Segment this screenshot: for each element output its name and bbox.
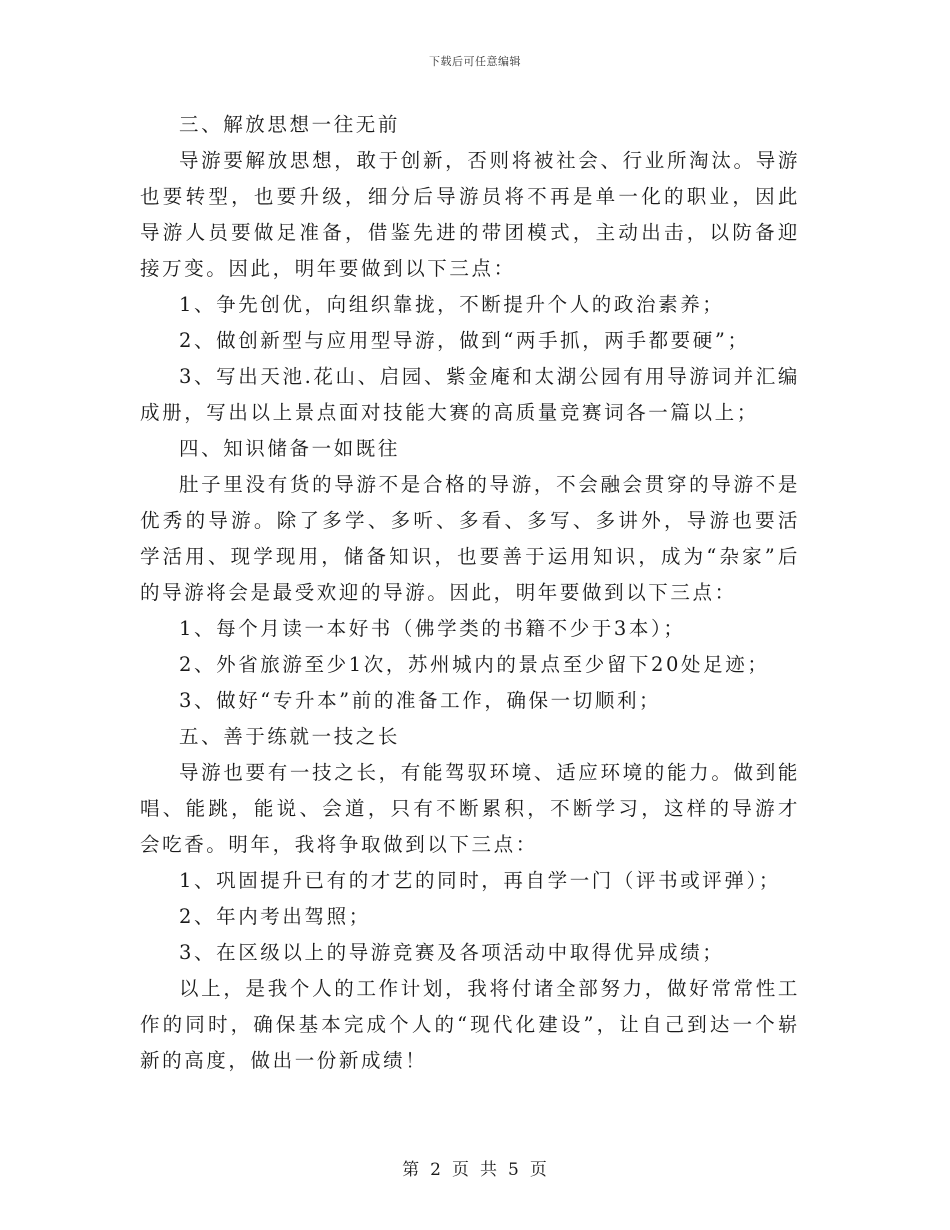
page-header-note: 下载后可任意编辑 bbox=[429, 55, 521, 68]
footer-page-word: 页 bbox=[452, 1160, 470, 1180]
paragraph: 肚子里没有货的导游不是合格的导游，不会融会贯穿的导游不是优秀的导游。除了多学、多听、多看、多写、多讲外，导游也要活学活用、现学现用，储备知识，也要善于运用知识，成为“杂家”后的导游将会是最受欢迎的导游。因此，明年要做到以下三点： bbox=[140, 473, 800, 604]
section-heading-3: 三、解放思想一往无前 bbox=[179, 113, 401, 136]
list-item: 3、在区级以上的导游竞赛及各项活动中取得优异成绩； bbox=[179, 941, 725, 964]
list-item: 1、每个月读一本好书（佛学类的书籍不少于3本）； bbox=[179, 617, 686, 640]
list-item: 2、外省旅游至少1次，苏州城内的景点至少留下20处足迹； bbox=[179, 653, 770, 676]
section-heading-4: 四、知识储备一如既往 bbox=[179, 437, 401, 460]
list-item: 1、争先创优，向组织靠拢，不断提升个人的政治素养； bbox=[179, 293, 725, 316]
footer-suffix: 页 bbox=[529, 1160, 548, 1180]
list-item: 2、做创新型与应用型导游，做到“两手抓，两手都要硬”； bbox=[179, 329, 750, 352]
list-item: 2、年内考出驾照； bbox=[179, 905, 371, 928]
footer-prefix: 第 bbox=[402, 1160, 421, 1180]
section-heading-5: 五、善于练就一技之长 bbox=[179, 725, 401, 748]
footer-current-page: 2 bbox=[430, 1160, 442, 1180]
list-item: 1、巩固提升已有的才艺的同时，再自学一门（评书或评弹）； bbox=[179, 869, 781, 892]
paragraph: 导游也要有一技之长，有能驾驭环境、适应环境的能力。做到能唱、能跳，能说、会道，只有不断累积，不断学习，这样的导游才会吃香。明年，我将争取做到以下三点： bbox=[140, 761, 800, 856]
document-body bbox=[140, 107, 800, 1079]
footer-total-pages: 5 bbox=[508, 1160, 520, 1180]
closing-paragraph: 以上，是我个人的工作计划，我将付诸全部努力，做好常常性工作的同时，确保基本完成个人的“现代化建设”，让自己到达一个崭新的高度，做出一份新成绩！ bbox=[140, 977, 800, 1072]
page-number-footer bbox=[0, 1155, 950, 1180]
footer-total-word: 共 bbox=[480, 1160, 498, 1180]
list-item: 3、做好“专升本”前的准备工作，确保一切顺利； bbox=[179, 689, 662, 712]
paragraph: 导游要解放思想，敢于创新，否则将被社会、行业所淘汰。导游也要转型，也要升级，细分后导游员将不再是单一化的职业，因此导游人员要做足准备，借鉴先进的带团模式，主动出击，以防备迎接万变。因此，明年要做到以下三点： bbox=[140, 149, 800, 280]
list-item: 3、写出天池.花山、启园、紫金庵和太湖公园有用导游词并汇编成册，写出以上景点面对技能大赛的高质量竞赛词各一篇以上； bbox=[140, 365, 800, 424]
